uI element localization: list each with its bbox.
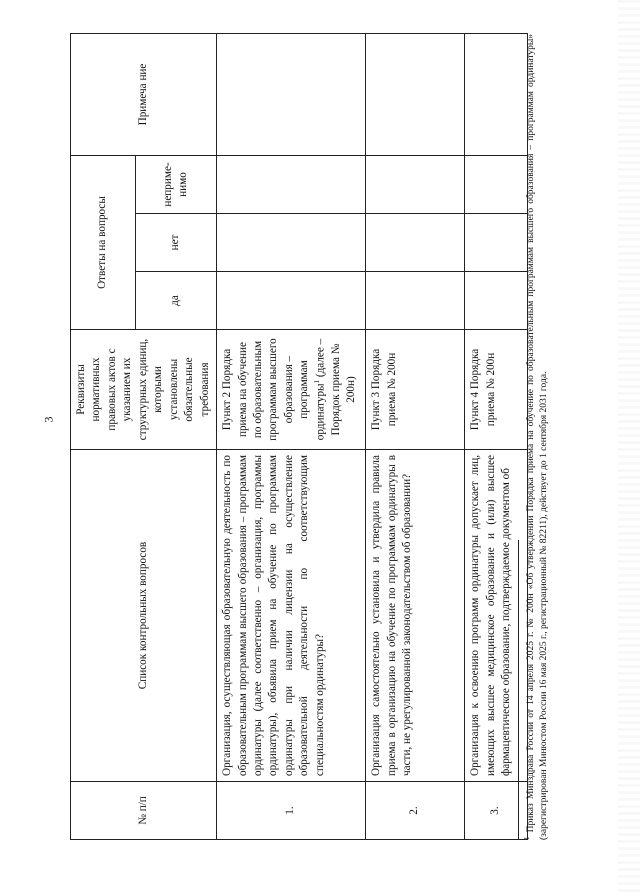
checklist-table [70, 33, 528, 840]
header-yes: да [136, 272, 217, 330]
row-question: Организация к освоению программ ординатуры допускает лиц, имеющих высшее медицинское образование и (или) высшее фармацевтическое образование, подтверждаемое документом об [465, 450, 528, 782]
page-number: 3 [41, 416, 56, 423]
row-question: Организация, осуществляющая образовательную деятельность по образовательным программам высшего образования – программам ординатуры (далее соответственно – организация, программы ординатуры), объявила прием на обучение по программам ординатуры при наличии лицензии на осуществление образовательной деятельности по соответствующим специальностям ординатуры? [217, 450, 366, 782]
header-num: № п/п [71, 782, 217, 840]
answer-no-cell[interactable] [217, 214, 366, 272]
header-no: нет [136, 214, 217, 272]
table-row [366, 33, 465, 839]
note-cell[interactable] [366, 33, 465, 155]
table-row [217, 33, 366, 839]
header-requisites: Реквизиты нормативных правовых актов с указанием их структурных единиц, которыми установлены обязательные требования [71, 330, 217, 450]
row-requisite: Пункт 2 Порядка приема на обучение по образовательным программам высшего образования – программам ординатуры$^1$ (далее – Порядок приема № 200н) [217, 330, 366, 450]
answer-no-cell[interactable] [465, 214, 528, 272]
row-question: Организация самостоятельно установила и утвердила правила приема в организацию на обучение по программам ординатуры в части, не урегулированной законодательством об образовании? [366, 450, 465, 782]
answer-yes-cell[interactable] [217, 272, 366, 330]
answer-yes-cell[interactable] [465, 272, 528, 330]
row-number: 2. [366, 782, 465, 840]
footnote: $^1$ Приказ Минздрава России от 14 апреля 2025 г. № 200н «Об утверждении Порядка приема на обучение по образовательным программам высшего образования – программам ординатуры» (зарегистрирован Минюстом России 16 мая 2025 г., регистрационный № 82211), действует до 1 сентября 2031 года. [523, 34, 549, 840]
scan-edge-noise [618, 0, 640, 896]
header-questions: Список контрольных вопросов [71, 450, 217, 782]
row-requisite: Пункт 4 Порядка приема № 200н [465, 330, 528, 450]
answer-na-cell[interactable] [366, 155, 465, 213]
answer-na-cell[interactable] [217, 155, 366, 213]
table-header-row [71, 33, 136, 839]
header-note: Примеча ние [71, 33, 217, 155]
answer-no-cell[interactable] [366, 214, 465, 272]
row-number: 1. [217, 782, 366, 840]
rotated-page-content [70, 34, 550, 840]
row-number: 3. [465, 782, 528, 840]
answer-yes-cell[interactable] [366, 272, 465, 330]
footnote-divider [518, 540, 519, 840]
header-answers: Ответы на вопросы [71, 155, 136, 329]
header-not-applicable: неприме-нимо [136, 155, 217, 213]
row-requisite: Пункт 3 Порядка приема № 200н [366, 330, 465, 450]
note-cell[interactable] [465, 33, 528, 155]
note-cell[interactable] [217, 33, 366, 155]
answer-na-cell[interactable] [465, 155, 528, 213]
